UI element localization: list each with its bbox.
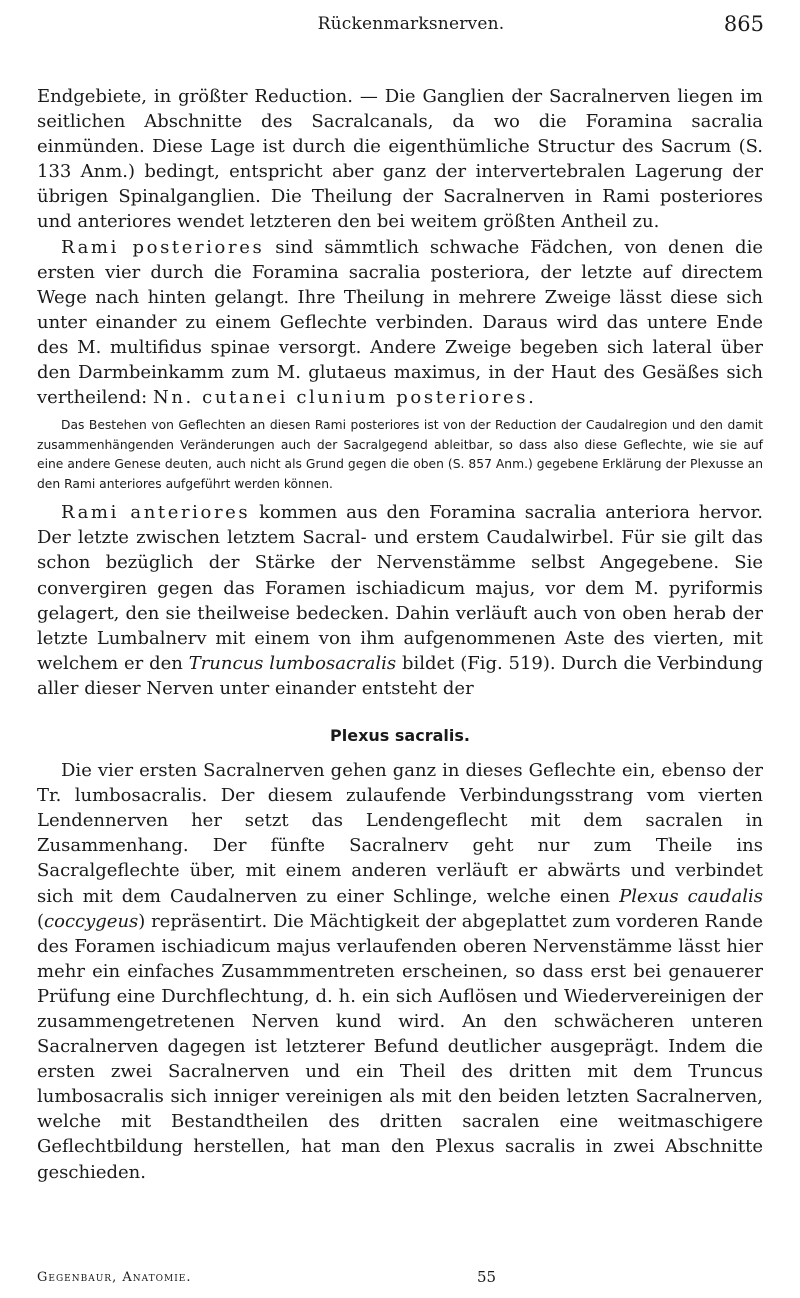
- paragraph-plexus-sacralis: [37, 758, 763, 1185]
- term-plexus-caudalis: Plexus caudalis: [619, 885, 763, 907]
- rami-posteriores-text-a: sind sämmtlich schwache Fädchen, von denen die ersten vier durch die Foramina sacralia posteriora, der letzte auf directem Wege nach hinten gelangt. Ihre Theilung in mehrere Zweige lässt diese sich unter einander zu einem Geflechte verbinden. Daraus wird das untere Ende des M. multifidus spinae versorgt. Andere Zweige begeben sich lateral über den Darmbeinkamm zum M. glutaeus maximus, in der Haut des Gesäßes sich vertheilend:: [37, 236, 763, 409]
- term-rami-posteriores: Rami posteriores: [61, 236, 265, 258]
- section-heading: Plexus sacralis.: [330, 725, 470, 745]
- term-truncus-lumbosacralis: Truncus lumbosacralis: [188, 652, 397, 674]
- term-coccygeus: coccygeus: [44, 910, 139, 932]
- signature-mark: 55: [477, 1268, 497, 1286]
- page-number: 865: [723, 12, 764, 36]
- body-text: [37, 84, 763, 1185]
- plexus-text-a: Die vier ersten Sacralnerven gehen ganz in dieses Geflechte ein, ebenso der Tr. lumbosacralis. Der diesem zulaufende Verbindungsstrang vom vierten Lendennerven her setzt das Lendengeflecht mit dem sacralen in Zusammenhang. Der fünfte Sacralnerv geht nur zum Theile ins Sacralgeflechte über, mit einem anderen verläuft er abwärts und verbindet sich mit dem Caudalnerven zu einer Schlinge, welche einen: [37, 760, 763, 907]
- paragraph-rami-posteriores: [37, 235, 763, 411]
- plexus-text-b: (: [37, 910, 45, 932]
- paragraph-rami-anteriores: [37, 500, 763, 701]
- running-title: Rückenmarksnerven.: [317, 14, 505, 34]
- plexus-text-c: ) repräsentirt. Die Mächtigkeit der abgeplattet zum vorderen Rande des Foramen ischiadicum majus verlaufenden oberen Nervenstämme lässt hier mehr ein einfaches Zusammmentreten erscheinen, so dass erst bei genauerer Prüfung eine Durchflechtung, d. h. ein sich Auflösen und Wiedervereinigen der zusammengetretenen Nerven kund wird. An den schwächeren unteren Sacralnerven dagegen ist letzterer Befund deutlicher ausgeprägt. Indem die ersten zwei Sacralnerven und ein Theil des dritten mit dem Truncus lumbosacralis sich inniger vereinigen als mit den beiden letzten Sacralnerven, welche mit Bestandtheilen des dritten sacralen eine weitmaschigere Geflechtbildung herstellen, hat man den Plexus sacralis in zwei Abschnitte geschieden.: [37, 910, 763, 1183]
- paragraph-endgebiete: Endgebiete, in größter Reduction. — Die Ganglien der Sacralnerven liegen im seitlichen Abschnitte des Sacralcanals, da wo die Foramina sacralia einmünden. Diese Lage ist durch die eigenthümliche Structur des Sacrum (S. 133 Anm.) bedingt, entspricht aber ganz der intervertebralen Lagerung der übrigen Spinalganglien. Die Theilung der Sacralnerven in Rami posteriores und anteriores wendet letzteren den bei weitem größten Antheil zu.: [37, 86, 763, 233]
- small-print-note: Das Bestehen von Geflechten an diesen Rami posteriores ist von der Reduction der Caudalregion und den damit zusammenhängenden Veränderungen auch der Sacralgegend ableitbar, so dass also diese Geflechte, wie sie auf eine andere Genese deuten, auch nicht als Grund gegen die oben (S. 857 Anm.) gegebene Erklärung der Plexusse an den Rami anteriores aufgeführt werden können.: [37, 418, 763, 491]
- rami-anteriores-text-b: bildet (Fig. 519). Durch die Verbindung aller dieser Nerven unter einander entsteht der: [37, 652, 764, 699]
- rami-posteriores-text-b: .: [528, 387, 534, 409]
- term-nn-cutanei: Nn. cutanei clunium posteriores: [152, 387, 529, 409]
- page-footer: [37, 1270, 577, 1285]
- rami-anteriores-text-a: kommen aus den Foramina sacralia anteriora hervor. Der letzte zwischen letztem Sacral- und erstem Caudalwirbel. Für sie gilt das schon bezüglich der Stärke der Nervenstämme selbst Angegebene. Sie convergiren gegen das Foramen ischiadicum majus, vor dem M. pyriformis gelagert, den sie theilweise bedecken. Dahin verläuft auch von oben herab der letzte Lumbalnerv mit einem von ihm aufgenommenen Aste des vierten, mit welchem er den: [37, 502, 763, 674]
- page-header: [36, 10, 786, 40]
- term-rami-anteriores: Rami anteriores: [61, 502, 251, 524]
- footer-author-work: Gegenbaur, Anatomie.: [37, 1270, 192, 1285]
